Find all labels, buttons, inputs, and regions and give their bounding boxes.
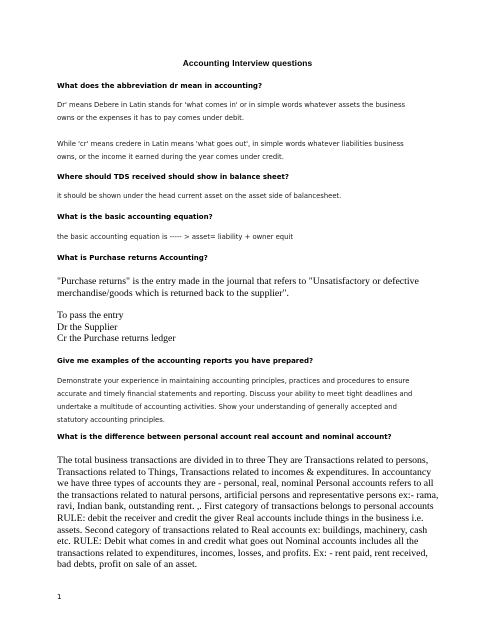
answer-accounting-equation <box>57 231 449 244</box>
question-accounting-equation: What is the basic accounting equation? <box>57 213 213 221</box>
answer-line: To pass the entry <box>57 310 124 321</box>
answer-line: Dr' means Debere in Latin stands for 'what comes in' or in simple words whatever assets the business <box>57 101 406 109</box>
answer-line: etc. RULE: Debit what comes in and credit what goes out Nominal accounts includes all the <box>57 536 419 548</box>
question-dr-abbreviation: What does the abbreviation dr mean in accounting? <box>57 82 263 90</box>
answer-line: Cr the Purchase returns ledger <box>57 333 176 345</box>
answer-line: owns or the expenses it has to pay comes under debit. <box>57 114 244 122</box>
answer-line: assets. Second category of transactions related to Real accounts ex: buildings, machinery, cash <box>57 524 428 536</box>
page-number: 1 <box>57 593 62 601</box>
answer-account-types <box>57 455 452 571</box>
question-account-types: What is the difference between personal account real account and nominal account? <box>57 433 392 441</box>
answer-line: statutory accounting principles. <box>57 416 165 424</box>
answer-purchase-returns-entry <box>57 310 452 345</box>
answer-line: Transactions related to Things, Transactions related to incomes & expenditures. In accountancy <box>57 466 432 478</box>
answer-line: accurate and timely financial statements and reporting. Discuss your ability to meet tight deadlines and <box>57 390 413 398</box>
answer-dr-abbreviation <box>57 99 449 125</box>
answer-line: ravi, Indian bank, outstanding rent. ,. First category of transactions belongs to personal accounts <box>57 501 434 513</box>
answer-tds-balance-sheet <box>57 190 449 203</box>
answer-line: Dr the Supplier <box>57 321 118 333</box>
answer-line: transactions related to expenditures, incomes, losses, and profits. Ex: - rent paid, rent received, <box>57 547 428 559</box>
answer-line: undertake a multitude of accounting activities. Show your understanding of generally accepted and <box>57 403 397 411</box>
answer-line: bad debts, profit on sale of an asset. <box>57 559 198 571</box>
question-accounting-reports: Give me examples of the accounting reports you have prepared? <box>57 357 314 365</box>
document-title: Accounting Interview questions <box>182 58 313 68</box>
answer-line: RULE: debit the receiver and credit the giver Real accounts include things in the business i.e. <box>57 512 424 524</box>
answer-line: we have three types of accounts they are - personal, real, nominal Personal accounts refers to all <box>57 478 434 490</box>
answer-line: While 'cr' means credere in Latin means 'what goes out', in simple words whatever liabilities business <box>57 140 404 148</box>
question-tds-balance-sheet: Where should TDS received should show in balance sheet? <box>57 173 289 181</box>
answer-line: owns, or the income it earned during the year comes under credit. <box>57 153 284 161</box>
answer-line: it should be shown under the head current asset on the asset side of balancesheet. <box>57 192 342 200</box>
answer-accounting-reports <box>57 375 449 427</box>
answer-cr-abbreviation <box>57 138 449 164</box>
answer-line: "Purchase returns" is the entry made in the journal that refers to "Unsatisfactory or defective <box>57 276 419 287</box>
question-purchase-returns: What is Purchase returns Accounting? <box>57 254 208 262</box>
answer-line: merchandise/goods which is returned back to the supplier". <box>57 287 289 299</box>
answer-line: the basic accounting equation is ----- > asset= liability + owner equit <box>57 233 293 241</box>
answer-line: the transactions related to natural persons, artificial persons and representative persons ex:- rama, <box>57 489 439 501</box>
answer-line: Demonstrate your experience in maintaining accounting principles, practices and procedures to ensure <box>57 377 410 385</box>
answer-purchase-returns <box>57 276 452 299</box>
answer-line: The total business transactions are divided in to three They are Transactions related to persons, <box>57 455 429 466</box>
